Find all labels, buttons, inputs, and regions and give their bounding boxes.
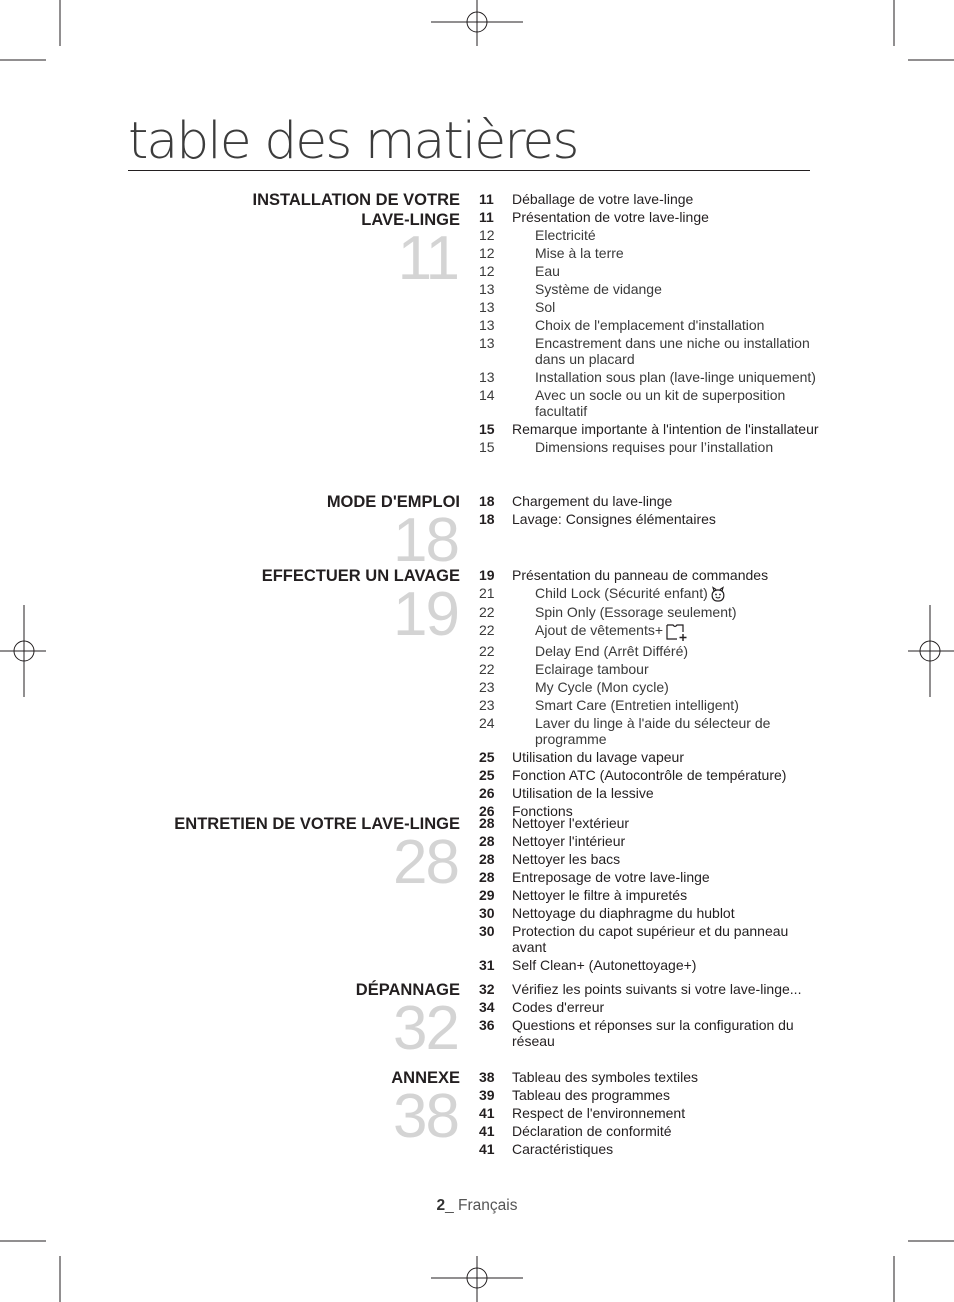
toc-subentry[interactable]: 12 Electricité	[479, 227, 596, 243]
section-page-number: 32	[393, 994, 458, 1063]
section-heading-entretien	[100, 814, 460, 897]
toc-entry[interactable]: 11 Déballage de votre lave-linge	[479, 191, 694, 207]
section-heading-depannage	[100, 980, 460, 1063]
section-title: EFFECTUER UN LAVAGE	[261, 567, 460, 585]
toc-subentry[interactable]: 12 Mise à la terre	[479, 245, 624, 261]
toc-entry[interactable]: 41 Déclaration de conformité	[479, 1123, 672, 1139]
section-title: DÉPANNAGE	[355, 981, 460, 999]
section-heading-lavage	[100, 566, 460, 649]
toc-subentry[interactable]: 14 Avec un socle ou un kit de superposition facultatif	[479, 387, 786, 419]
toc-entry[interactable]: 18 Lavage: Consignes élémentaires	[479, 511, 716, 527]
toc-subentry[interactable]: 13 Système de vidange	[479, 281, 662, 297]
toc-subentry[interactable]: 22 Ajout de vêtements+	[479, 622, 819, 640]
toc-entry[interactable]: 36 Questions et réponses sur la configuration du réseau	[479, 1017, 794, 1049]
toc-entry[interactable]: 18 Chargement du lave-linge	[479, 493, 673, 509]
add-garment-icon	[665, 623, 689, 641]
toc-subentry[interactable]: 24 Laver du linge à l'aide du sélecteur de programme	[479, 714, 771, 747]
page-footer	[0, 1197, 954, 1215]
toc-subentry[interactable]: 21 Child Lock (Sécurité enfant)	[479, 585, 819, 602]
toc-subentry[interactable]: 23 My Cycle (Mon cycle)	[479, 678, 669, 695]
toc-entry[interactable]: 39 Tableau des programmes	[479, 1087, 670, 1103]
section-title: INSTALLATION DE VOTRE	[252, 191, 460, 209]
toc-subentry[interactable]: 15 Dimensions requises pour l’installation	[479, 439, 774, 455]
section-title: MODE D'EMPLOI	[326, 493, 460, 511]
section-heading-mode-emploi	[100, 492, 460, 575]
toc-entry[interactable]: 30 Nettoyage du diaphragme du hublot	[479, 905, 735, 921]
toc-entry[interactable]: 15 Remarque importante à l'intention de l'installateur	[479, 421, 819, 437]
section-entries-annexe	[479, 1069, 819, 1159]
toc-entry[interactable]: 28 Nettoyer l'extérieur	[479, 815, 630, 831]
section-page-number: 11	[397, 224, 458, 293]
toc-entry[interactable]: 19 Présentation du panneau de commandes	[479, 567, 769, 583]
toc-entry[interactable]: 29 Nettoyer le filtre à impuretés	[479, 887, 688, 903]
section-entries-installation	[479, 191, 819, 457]
section-entries-entretien	[479, 815, 819, 975]
section-heading-annexe	[100, 1068, 460, 1151]
toc-subentry[interactable]: 13 Encastrement dans une niche ou installation dans un placard	[479, 335, 810, 367]
toc-entry[interactable]: 38 Tableau des symboles textiles	[479, 1069, 698, 1085]
toc-entry[interactable]: 25 Utilisation du lavage vapeur	[479, 748, 684, 765]
toc-entry[interactable]: 31 Self Clean+ (Autonettoyage+)	[479, 957, 697, 973]
toc-entry[interactable]: 26 Fonctions	[479, 802, 573, 819]
section-title: ENTRETIEN DE VOTRE LAVE-LINGE	[174, 815, 460, 833]
toc-subentry[interactable]: 22 Eclairage tambour	[479, 660, 649, 677]
toc-entry[interactable]: 28 Nettoyer les bacs	[479, 851, 621, 867]
section-page-number: 18	[393, 506, 458, 575]
toc-subentry[interactable]: 13 Sol	[479, 299, 556, 315]
section-heading-installation	[100, 190, 460, 293]
toc-subentry[interactable]: 22 Delay End (Arrêt Différé)	[479, 642, 689, 659]
toc-entry[interactable]: 34 Codes d'erreur	[479, 999, 605, 1015]
toc-subentry[interactable]: 13 Installation sous plan (lave-linge uniquement)	[479, 369, 816, 385]
toc-entry[interactable]: 41 Respect de l'environnement	[479, 1105, 686, 1121]
footer-page-number: 2	[436, 1197, 446, 1214]
section-title: ANNEXE	[391, 1069, 460, 1087]
section-page-number: 28	[393, 828, 458, 897]
toc-entry[interactable]: 28 Entreposage de votre lave-linge	[479, 869, 710, 885]
section-entries-mode-emploi	[479, 493, 819, 529]
toc-entry[interactable]: 25 Fonction ATC (Autocontrôle de température)	[479, 766, 787, 783]
toc-subentry[interactable]: 13 Choix de l'emplacement d'installation	[479, 317, 765, 333]
section-entries-lavage	[479, 567, 819, 821]
toc-subentry[interactable]: 12 Eau	[479, 263, 560, 279]
toc-entry[interactable]: 11 Présentation de votre lave-linge	[479, 209, 709, 225]
toc-subentry[interactable]: 22 Spin Only (Essorage seulement)	[479, 604, 737, 621]
footer-language: _ Français	[445, 1197, 518, 1214]
toc-entry[interactable]: 28 Nettoyer l'intérieur	[479, 833, 626, 849]
toc-entry[interactable]: 32 Vérifiez les points suivants si votre lave-linge...	[479, 981, 802, 997]
section-title-line2: LAVE-LINGE	[361, 211, 460, 229]
section-page-number: 19	[393, 580, 458, 649]
section-page-number: 38	[393, 1082, 458, 1151]
page-title: table des matières	[128, 118, 810, 171]
toc-entry[interactable]: 26 Utilisation de la lessive	[479, 784, 654, 801]
child-lock-icon	[710, 586, 726, 602]
toc-entry[interactable]: 41 Caractéristiques	[479, 1141, 614, 1157]
toc-entry[interactable]: 30 Protection du capot supérieur et du panneau avant	[479, 923, 789, 955]
toc-subentry[interactable]: 23 Smart Care (Entretien intelligent)	[479, 696, 739, 713]
section-entries-depannage	[479, 981, 819, 1051]
